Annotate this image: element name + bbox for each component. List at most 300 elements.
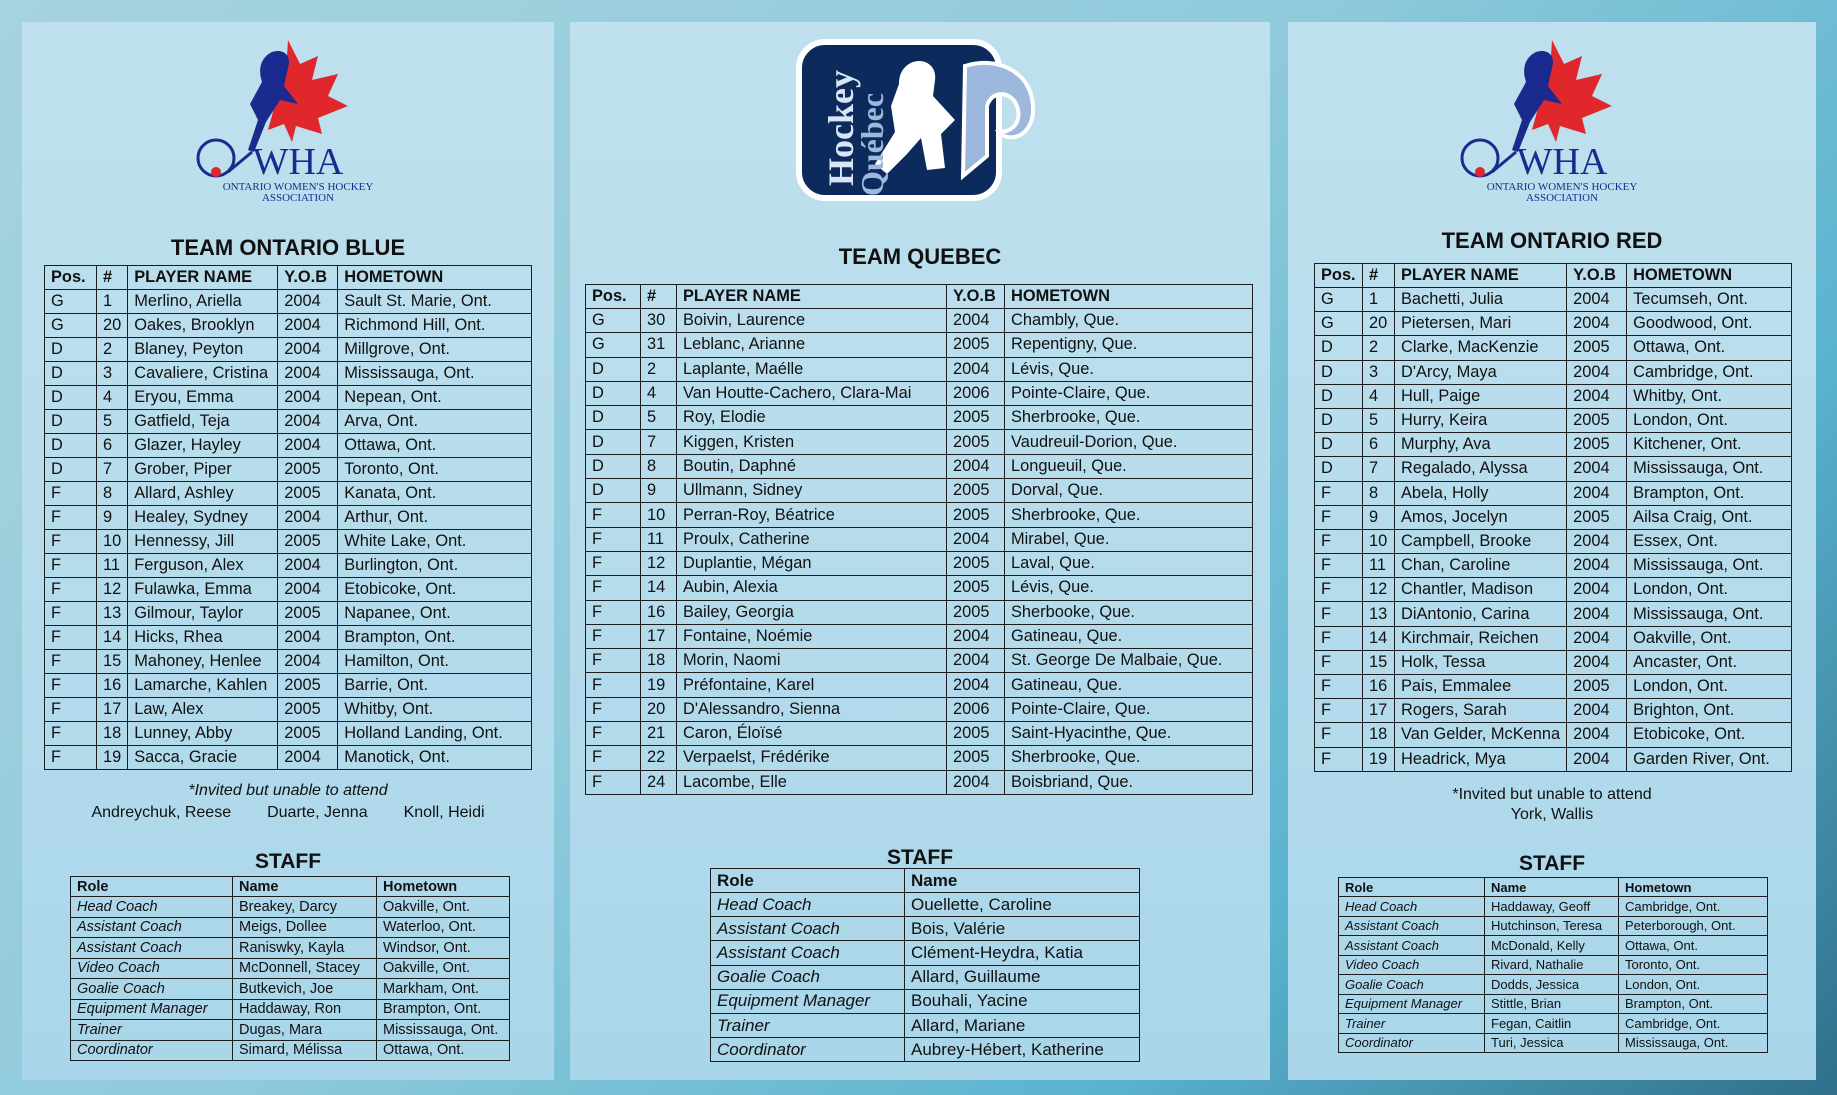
position-cell: F [45,698,97,722]
player-name-cell: Duplantie, Mégan [677,551,947,575]
yob-cell: 2004 [1567,747,1627,771]
staff-role-cell: Video Coach [71,958,233,979]
table-row [1315,529,1792,553]
number-cell: 12 [1363,578,1395,602]
table-row [586,357,1253,381]
staff-role-cell: Equipment Manager [71,999,233,1020]
staff-row [71,979,510,1000]
yob-cell: 2005 [278,458,338,482]
team-title: TEAM ONTARIO BLUE [170,235,406,260]
player-name-cell: Grober, Piper [128,458,278,482]
staff-hometown-cell: Mississauga, Ont. [1619,1033,1768,1053]
position-cell: F [45,722,97,746]
staff-name-cell: Bois, Valérie [905,917,1140,941]
col-pos-header: Pos. [45,266,97,290]
position-cell: F [1315,699,1363,723]
col-yob-header: Y.O.B [1567,264,1627,288]
number-cell: 8 [97,482,128,506]
player-name-cell: Pais, Emmalee [1395,675,1567,699]
yob-cell: 2005 [1567,408,1627,432]
player-name-cell: Healey, Sydney [128,506,278,530]
roster-table [585,284,1253,795]
hometown-cell: Sherbrooke, Que. [1005,503,1253,527]
hometown-cell: Longueuil, Que. [1005,454,1253,478]
player-name-cell: Gilmour, Taylor [128,602,278,626]
hometown-cell: Brampton, Ont. [338,626,532,650]
number-cell: 20 [1363,312,1395,336]
team-ontario-red-panel [1288,22,1816,1080]
yob-cell: 2004 [947,309,1005,333]
position-cell: F [586,576,641,600]
hometown-cell: Ottawa, Ont. [338,434,532,458]
position-cell: D [45,458,97,482]
position-cell: F [45,650,97,674]
position-cell: F [1315,650,1363,674]
position-cell: G [586,333,641,357]
yob-cell: 2005 [278,530,338,554]
hometown-cell: Manotick, Ont. [338,746,532,770]
yob-cell: 2005 [947,430,1005,454]
table-row [1315,699,1792,723]
number-cell: 12 [641,551,677,575]
position-cell: F [586,649,641,673]
position-cell: D [586,479,641,503]
invited-player-name: Duarte, Jenna [267,804,368,821]
staff-role-cell: Coordinator [71,1040,233,1061]
staff-hometown-cell: Windsor, Ont. [377,938,510,959]
yob-cell: 2004 [278,290,338,314]
position-cell: F [1315,723,1363,747]
number-cell: 6 [1363,433,1395,457]
position-cell: D [586,357,641,381]
number-cell: 19 [97,746,128,770]
staff-name-cell: Allard, Mariane [905,1013,1140,1037]
invited-note: *Invited but unable to attend [188,782,388,799]
position-cell: D [45,410,97,434]
staff-hometown-cell: Ottawa, Ont. [1619,936,1768,956]
table-row [1315,723,1792,747]
table-row [586,406,1253,430]
position-cell: F [586,746,641,770]
number-cell: 11 [641,527,677,551]
hometown-cell: Saint-Hyacinthe, Que. [1005,722,1253,746]
staff-hometown-cell: Mississauga, Ont. [377,1020,510,1041]
team-title: TEAM ONTARIO RED [1441,228,1663,253]
player-name-cell: Kirchmair, Reichen [1395,626,1567,650]
staff-role-cell: Goalie Coach [71,979,233,1000]
yob-cell: 2004 [278,746,338,770]
position-cell: D [1315,336,1363,360]
number-cell: 20 [97,314,128,338]
number-cell: 19 [1363,747,1395,771]
yob-cell: 2004 [947,770,1005,794]
player-name-cell: Hicks, Rhea [128,626,278,650]
staff-row [1339,955,1768,975]
staff-name-cell: Turi, Jessica [1485,1033,1619,1053]
table-row [45,698,532,722]
player-name-cell: Regalado, Alyssa [1395,457,1567,481]
invited-names [22,804,554,822]
player-name-cell: Bachetti, Julia [1395,288,1567,312]
yob-cell: 2004 [278,386,338,410]
number-cell: 17 [97,698,128,722]
number-cell: 31 [641,333,677,357]
yob-cell: 2004 [278,650,338,674]
staff-header-row [711,869,1140,893]
yob-cell: 2005 [278,674,338,698]
yob-cell: 2004 [1567,481,1627,505]
yob-cell: 2006 [947,381,1005,405]
owha-letters: WHA [252,141,344,183]
player-name-cell: Laplante, Maélle [677,357,947,381]
table-row [1315,408,1792,432]
staff-role-header: Role [1339,878,1485,897]
number-cell: 17 [641,624,677,648]
staff-role-cell: Trainer [1339,1014,1485,1034]
hometown-cell: London, Ont. [1627,408,1792,432]
table-row [1315,384,1792,408]
hometown-cell: Arva, Ont. [338,410,532,434]
table-row [45,650,532,674]
hometown-cell: Brighton, Ont. [1627,699,1792,723]
yob-cell: 2004 [1567,360,1627,384]
staff-hometown-header: Hometown [1619,878,1768,897]
hometown-cell: Mississauga, Ont. [338,362,532,386]
number-cell: 3 [97,362,128,386]
player-name-cell: Kiggen, Kristen [677,430,947,454]
position-cell: F [45,674,97,698]
yob-cell: 2004 [947,624,1005,648]
yob-cell: 2004 [1567,288,1627,312]
staff-title: STAFF [1518,852,1586,875]
table-row [586,576,1253,600]
table-row [45,602,532,626]
position-cell: F [586,722,641,746]
hometown-cell: Laval, Que. [1005,551,1253,575]
table-row [586,454,1253,478]
player-name-cell: Blaney, Peyton [128,338,278,362]
table-row [1315,554,1792,578]
yob-cell: 2004 [278,554,338,578]
staff-role-cell: Assistant Coach [1339,936,1485,956]
player-name-cell: Glazer, Hayley [128,434,278,458]
staff-name-header: Name [905,869,1140,893]
staff-hometown-cell: Peterborough, Ont. [1619,916,1768,936]
staff-role-cell: Assistant Coach [1339,916,1485,936]
staff-table [710,868,1140,1062]
staff-hometown-cell: London, Ont. [1619,975,1768,995]
staff-row [711,941,1140,965]
hometown-cell: Sherbooke, Que. [1005,600,1253,624]
number-cell: 7 [641,430,677,454]
logo-word-hockey: Hockey [821,70,861,186]
yob-cell: 2004 [278,626,338,650]
yob-cell: 2004 [278,314,338,338]
yob-cell: 2005 [278,482,338,506]
staff-role-header: Role [71,877,233,897]
table-row [586,527,1253,551]
yob-cell: 2005 [1567,433,1627,457]
staff-hometown-cell: Cambridge, Ont. [1619,897,1768,917]
table-row [1315,505,1792,529]
staff-row [1339,1033,1768,1053]
player-name-cell: Hennessy, Jill [128,530,278,554]
number-cell: 14 [97,626,128,650]
yob-cell: 2005 [947,576,1005,600]
col-pos-header: Pos. [586,285,641,309]
table-row [586,430,1253,454]
position-cell: F [586,503,641,527]
hometown-cell: Mississauga, Ont. [1627,602,1792,626]
number-cell: 6 [97,434,128,458]
table-row [45,290,532,314]
player-name-cell: Perran-Roy, Béatrice [677,503,947,527]
yob-cell: 2004 [1567,384,1627,408]
hometown-cell: Barrie, Ont. [338,674,532,698]
player-name-cell: Roy, Elodie [677,406,947,430]
hometown-cell: Pointe-Claire, Que. [1005,381,1253,405]
hometown-cell: Repentigny, Que. [1005,333,1253,357]
yob-cell: 2004 [947,527,1005,551]
col-player-header: PLAYER NAME [128,266,278,290]
player-name-cell: Clarke, MacKenzie [1395,336,1567,360]
player-name-cell: Lacombe, Elle [677,770,947,794]
position-cell: F [45,554,97,578]
yob-cell: 2004 [278,410,338,434]
staff-title: STAFF [886,846,954,869]
logo-word-quebec: Québec [854,92,890,196]
puck-icon [1475,167,1485,177]
staff-name-cell: Fegan, Caitlin [1485,1014,1619,1034]
staff-hometown-cell: Brampton, Ont. [377,999,510,1020]
staff-name-cell: Dodds, Jessica [1485,975,1619,995]
staff-row [711,1038,1140,1062]
position-cell: F [1315,675,1363,699]
number-cell: 7 [1363,457,1395,481]
player-name-cell: Gatfield, Teja [128,410,278,434]
hometown-cell: Millgrove, Ont. [338,338,532,362]
hometown-cell: White Lake, Ont. [338,530,532,554]
position-cell: F [586,770,641,794]
position-cell: F [45,506,97,530]
roster-header-row [586,285,1253,309]
player-name-cell: Headrick, Mya [1395,747,1567,771]
position-cell: F [45,482,97,506]
staff-name-cell: Stittle, Brian [1485,994,1619,1014]
staff-role-cell: Assistant Coach [71,938,233,959]
table-row [45,434,532,458]
position-cell: F [1315,626,1363,650]
staff-role-cell: Video Coach [1339,955,1485,975]
staff-role-cell: Goalie Coach [711,965,905,989]
staff-name-cell: Meigs, Dollee [233,917,377,938]
position-cell: D [1315,433,1363,457]
player-name-cell: Murphy, Ava [1395,433,1567,457]
hometown-cell: Gatineau, Que. [1005,624,1253,648]
owha-logo [22,34,554,207]
position-cell: F [45,602,97,626]
table-row [586,673,1253,697]
number-cell: 5 [97,410,128,434]
yob-cell: 2006 [947,697,1005,721]
hometown-cell: Chambly, Que. [1005,309,1253,333]
player-name-cell: Caron, Éloïsé [677,722,947,746]
position-cell: F [586,673,641,697]
yob-cell: 2004 [1567,312,1627,336]
yob-cell: 2005 [947,722,1005,746]
hometown-cell: Etobicoke, Ont. [1627,723,1792,747]
hometown-cell: Hamilton, Ont. [338,650,532,674]
staff-hometown-cell: Cambridge, Ont. [1619,1014,1768,1034]
staff-name-cell: McDonald, Kelly [1485,936,1619,956]
invited-player-name: Andreychuk, Reese [91,804,232,821]
number-cell: 22 [641,746,677,770]
yob-cell: 2004 [1567,650,1627,674]
hometown-cell: Sherbrooke, Que. [1005,746,1253,770]
position-cell: D [1315,384,1363,408]
number-cell: 1 [97,290,128,314]
player-name-cell: Ullmann, Sidney [677,479,947,503]
owha-logo-graphic [188,34,388,202]
table-row [1315,360,1792,384]
table-row [586,503,1253,527]
staff-role-cell: Head Coach [71,897,233,918]
table-row [1315,457,1792,481]
yob-cell: 2004 [947,357,1005,381]
hometown-cell: Sault St. Marie, Ont. [338,290,532,314]
staff-name-cell: Ouellette, Caroline [905,893,1140,917]
hometown-cell: Boisbriand, Que. [1005,770,1253,794]
staff-row [711,917,1140,941]
table-row [45,626,532,650]
position-cell: D [586,406,641,430]
position-cell: G [45,290,97,314]
player-name-cell: Proulx, Catherine [677,527,947,551]
yob-cell: 2004 [1567,578,1627,602]
player-name-cell: Oakes, Brooklyn [128,314,278,338]
player-name-cell: Hurry, Keira [1395,408,1567,432]
number-cell: 14 [1363,626,1395,650]
staff-row [1339,897,1768,917]
col-hometown-header: HOMETOWN [1005,285,1253,309]
staff-hometown-cell: Toronto, Ont. [1619,955,1768,975]
table-row [45,530,532,554]
staff-name-cell: Clément-Heydra, Katia [905,941,1140,965]
number-cell: 4 [97,386,128,410]
col-number-header: # [641,285,677,309]
hometown-cell: London, Ont. [1627,578,1792,602]
number-cell: 1 [1363,288,1395,312]
player-name-cell: Lamarche, Kahlen [128,674,278,698]
owha-name-line1: ONTARIO WOMEN'S HOCKEY [222,181,374,193]
table-row [45,554,532,578]
table-row [1315,578,1792,602]
position-cell: F [45,530,97,554]
staff-name-cell: Haddaway, Geoff [1485,897,1619,917]
col-yob-header: Y.O.B [947,285,1005,309]
staff-header-row [71,877,510,897]
invited-names [1288,806,1816,824]
hometown-cell: Whitby, Ont. [338,698,532,722]
player-name-cell: Allard, Ashley [128,482,278,506]
position-cell: F [1315,578,1363,602]
hockey-quebec-logo [570,36,1270,211]
hometown-cell: Essex, Ont. [1627,529,1792,553]
player-name-cell: Bailey, Georgia [677,600,947,624]
table-row [586,600,1253,624]
player-name-cell: Chan, Caroline [1395,554,1567,578]
puck-icon [211,167,221,177]
hometown-cell: Dorval, Que. [1005,479,1253,503]
staff-name-header: Name [233,877,377,897]
number-cell: 2 [1363,336,1395,360]
yob-cell: 2005 [278,722,338,746]
hometown-cell: Arthur, Ont. [338,506,532,530]
table-row [45,722,532,746]
table-row [45,482,532,506]
number-cell: 4 [1363,384,1395,408]
yob-cell: 2004 [278,338,338,362]
yob-cell: 2004 [278,578,338,602]
staff-name-cell: Butkevich, Joe [233,979,377,1000]
staff-row [71,1020,510,1041]
position-cell: F [1315,481,1363,505]
player-name-cell: Law, Alex [128,698,278,722]
yob-cell: 2004 [278,434,338,458]
number-cell: 8 [1363,481,1395,505]
table-row [586,381,1253,405]
position-cell: F [1315,505,1363,529]
yob-cell: 2004 [278,506,338,530]
table-row [1315,312,1792,336]
table-row [1315,626,1792,650]
staff-title: STAFF [254,850,322,873]
hometown-cell: Brampton, Ont. [1627,481,1792,505]
roster-header-row [45,266,532,290]
table-row [586,649,1253,673]
table-row [45,410,532,434]
player-name-cell: Van Houtte-Cachero, Clara-Mai [677,381,947,405]
table-row [586,746,1253,770]
yob-cell: 2005 [1567,675,1627,699]
hometown-cell: Holland Landing, Ont. [338,722,532,746]
position-cell: F [586,600,641,624]
player-name-cell: Préfontaine, Karel [677,673,947,697]
hometown-cell: Goodwood, Ont. [1627,312,1792,336]
player-name-cell: Abela, Holly [1395,481,1567,505]
number-cell: 9 [97,506,128,530]
invited-note: *Invited but unable to attend [1452,786,1652,803]
table-row [586,479,1253,503]
col-player-header: PLAYER NAME [1395,264,1567,288]
number-cell: 8 [641,454,677,478]
player-name-cell: Boivin, Laurence [677,309,947,333]
position-cell: D [586,454,641,478]
number-cell: 12 [97,578,128,602]
staff-role-cell: Trainer [711,1013,905,1037]
hometown-cell: Mirabel, Que. [1005,527,1253,551]
table-row [45,578,532,602]
yob-cell: 2004 [1567,626,1627,650]
number-cell: 10 [641,503,677,527]
staff-hometown-cell: Brampton, Ont. [1619,994,1768,1014]
table-row [45,674,532,698]
number-cell: 11 [1363,554,1395,578]
staff-row [1339,975,1768,995]
staff-role-cell: Coordinator [1339,1033,1485,1053]
hometown-cell: Kanata, Ont. [338,482,532,506]
player-name-cell: Boutin, Daphné [677,454,947,478]
